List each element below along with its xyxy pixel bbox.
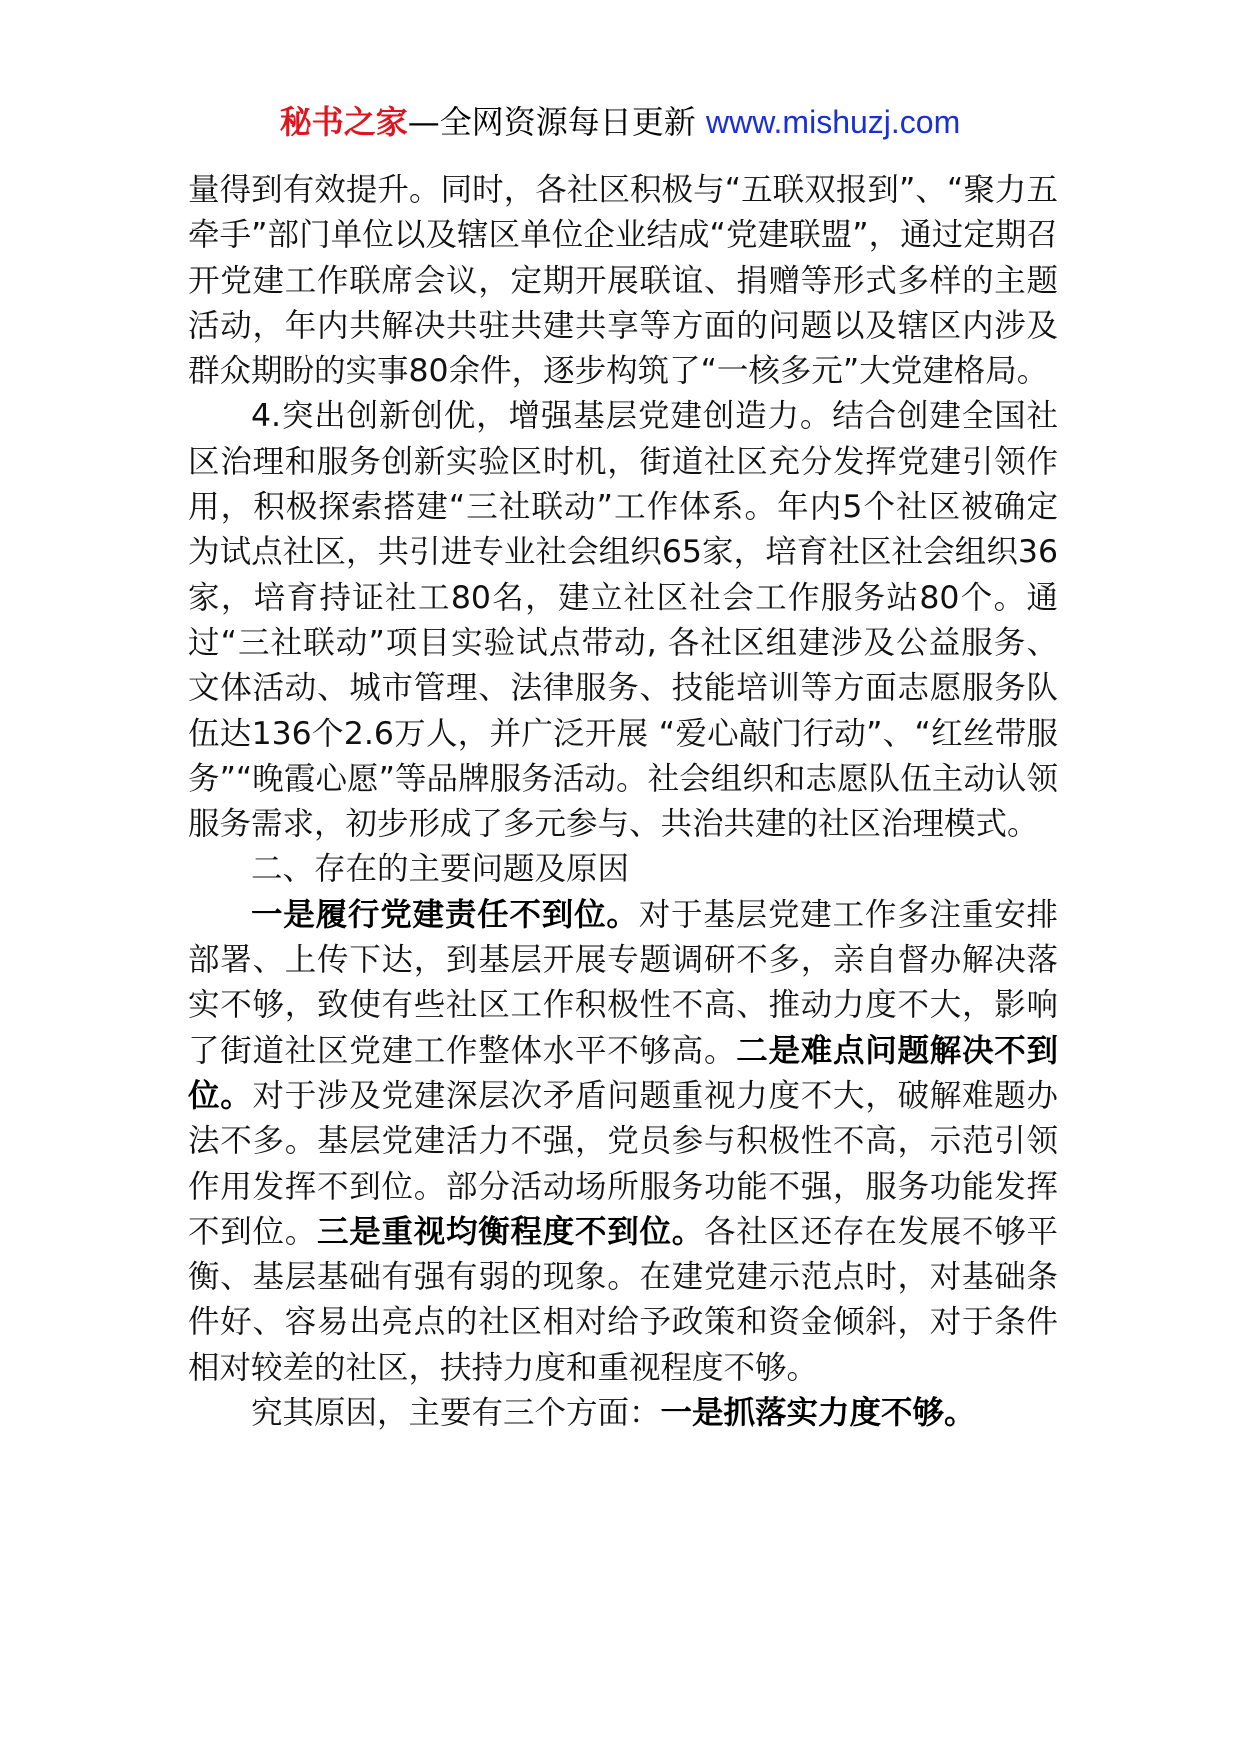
paragraph-continuation: 量得到有效提升。同时，各社区积极与“五联双报到”、“聚力五牵手”部门单位以及辖区单位企业结成“党建联盟”，通过定期召开党建工作联席会议，定期开展联谊、捐赠等形式多样的主题活动，年内共解决共驻共建共享等方面的问题以及辖区内涉及群众期盼的实事80余件，逐步构筑了“一核多元”大党建格局。 bbox=[188, 172, 1058, 390]
website-link[interactable]: www.mishuzj.com bbox=[705, 104, 961, 140]
page-header bbox=[0, 100, 1240, 144]
brand-name: 秘书之家 bbox=[279, 103, 408, 141]
paragraph-problems bbox=[188, 893, 1058, 1391]
problem-three-heading: 三是重视均衡程度不到位。 bbox=[317, 1213, 704, 1250]
document-body bbox=[188, 168, 1058, 1436]
problem-one-text: 对于基层党建工作多注重安排部署、上传下达，到基层开展专题调研不多，亲自督办解决落实不够，致使有些社区工作积极性不高、推动力度不大，影响了街道社区党建工作整体水平不够高。 bbox=[188, 896, 1058, 1069]
problem-one-heading: 一是履行党建责任不到位。 bbox=[251, 896, 639, 933]
header-tagline: —全网资源每日更新 bbox=[407, 103, 706, 141]
cause-one-heading: 一是抓落实力度不够。 bbox=[660, 1395, 976, 1432]
problem-two-heading: 二是难点问题解决不到位。 bbox=[188, 1032, 1058, 1114]
paragraph-innovation: 4.突出创新创优，增强基层党建创造力。结合创建全国社区治理和服务创新实验区时机，街道社区充分发挥党建引领作用，积极探索搭建“三社联动”工作体系。年内5个社区被确定为试点社区，共引进专业社会组织65家，培育社区社会组织36家，培育持证社工80名，建立社区社会工作服务站80个。通过“三社联动”项目实验试点带动, 各社区组建涉及公益服务、文体活动、城市管理、法律服务、技能培训等方面志愿服务队伍达136个2.6万人，并广泛开展 “爱心敲门行动”、“红丝带服务”“晚霞心愿”等品牌服务活动。社会组织和志愿队伍主动认领服务需求，初步形成了多元参与、共治共建的社区治理模式。 bbox=[188, 398, 1058, 843]
problem-two-text: 对于涉及党建深层次矛盾问题重视力度不大，破解难题办法不多。基层党建活力不强，党员参与积极性不高，示范引领作用发挥不到位。部分活动场所服务功能不强，服务功能发挥不到位。 bbox=[188, 1077, 1058, 1250]
causes-intro-text: 究其原因，主要有三个方面： bbox=[251, 1395, 661, 1432]
paragraph-causes bbox=[188, 1391, 1058, 1436]
problem-three-text: 各社区还存在发展不够平衡、基层基础有强有弱的现象。在建党建示范点时，对基础条件好、容易出亮点的社区相对给予政策和资金倾斜，对于条件相对较差的社区，扶持力度和重视程度不够。 bbox=[188, 1213, 1058, 1386]
section-heading-problems: 二、存在的主要问题及原因 bbox=[251, 851, 630, 888]
